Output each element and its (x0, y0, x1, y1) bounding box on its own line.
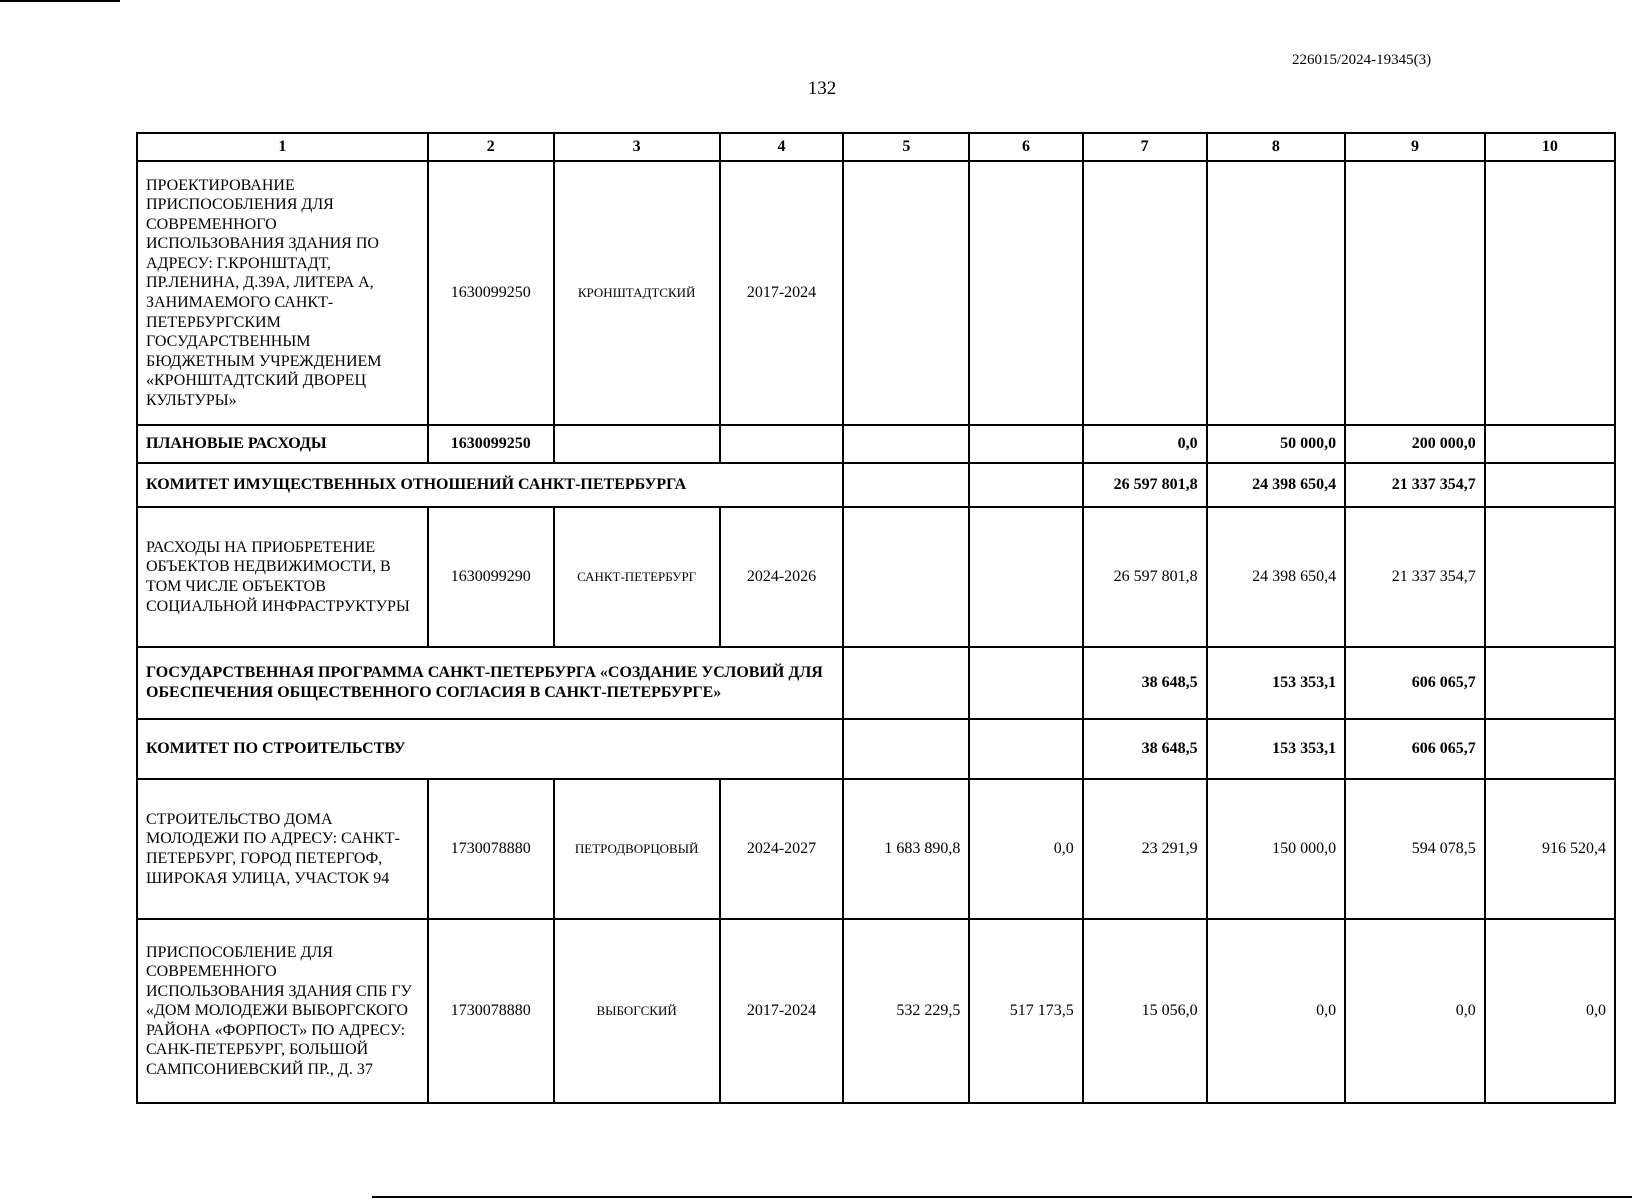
value-cell (1083, 161, 1207, 425)
value-cell: 0,0 (1345, 919, 1485, 1103)
value-cell: 532 229,5 (843, 919, 969, 1103)
value-cell: 26 597 801,8 (1083, 463, 1207, 507)
value-cell (969, 161, 1082, 425)
item-district: САНКТ-ПЕТЕРБУРГ (554, 507, 720, 647)
value-cell: 153 353,1 (1207, 647, 1346, 719)
empty-cell (969, 425, 1082, 463)
column-header: 2 (428, 133, 554, 161)
empty-cell (843, 719, 969, 779)
empty-cell (720, 425, 844, 463)
table-row (137, 719, 1615, 779)
column-header: 5 (843, 133, 969, 161)
item-code: 1730078880 (428, 919, 554, 1103)
item-code: 1630099250 (428, 425, 554, 463)
column-header: 10 (1485, 133, 1615, 161)
item-period: 2024-2027 (720, 779, 844, 919)
value-cell (969, 507, 1082, 647)
section-title: ГОСУДАРСТВЕННАЯ ПРОГРАММА САНКТ-ПЕТЕРБУРГА «СОЗДАНИЕ УСЛОВИЙ ДЛЯ ОБЕСПЕЧЕНИЯ ОБЩЕСТВЕННОГО СОГЛАСИЯ В САНКТ-ПЕТЕРБУРГЕ» (137, 647, 843, 719)
empty-cell (969, 463, 1082, 507)
section-title: КОМИТЕТ ИМУЩЕСТВЕННЫХ ОТНОШЕНИЙ САНКТ-ПЕТЕРБУРГА (137, 463, 843, 507)
value-cell: 15 056,0 (1083, 919, 1207, 1103)
table-row (137, 507, 1615, 647)
document-id: 226015/2024-19345(3) (1292, 52, 1432, 68)
item-period: 2024-2026 (720, 507, 844, 647)
value-cell: 23 291,9 (1083, 779, 1207, 919)
column-header: 1 (137, 133, 428, 161)
value-cell (1485, 161, 1615, 425)
value-cell (1485, 425, 1615, 463)
value-cell: 21 337 354,7 (1345, 463, 1485, 507)
value-cell: 0,0 (1485, 919, 1615, 1103)
empty-cell (843, 647, 969, 719)
item-code: 1730078880 (428, 779, 554, 919)
value-cell (1485, 647, 1615, 719)
item-code: 1630099250 (428, 161, 554, 425)
item-name: РАСХОДЫ НА ПРИОБРЕТЕНИЕ ОБЪЕКТОВ НЕДВИЖИМОСТИ, В ТОМ ЧИСЛЕ ОБЪЕКТОВ СОЦИАЛЬНОЙ ИНФРАСТРУКТУРЫ (137, 507, 428, 647)
value-cell: 0,0 (1083, 425, 1207, 463)
empty-cell (969, 719, 1082, 779)
item-name: ПРОЕКТИРОВАНИЕ ПРИСПОСОБЛЕНИЯ ДЛЯ СОВРЕМЕННОГО ИСПОЛЬЗОВАНИЯ ЗДАНИЯ ПО АДРЕСУ: Г.КРОНШТАДТ, ПР.ЛЕНИНА, Д.39А, ЛИТЕРА А, ЗАНИМАЕМОГО САНКТ-ПЕТЕРБУРГСКИМ ГОСУДАРСТВЕННЫМ БЮДЖЕТНЫМ УЧРЕЖДЕНИЕМ «КРОНШТАДТСКИЙ ДВОРЕЦ КУЛЬТУРЫ» (137, 161, 428, 425)
scan-edge-line (0, 0, 120, 2)
page-number: 132 (807, 78, 837, 99)
table-row (137, 463, 1615, 507)
value-cell: 916 520,4 (1485, 779, 1615, 919)
column-header: 3 (554, 133, 720, 161)
value-cell (1207, 161, 1346, 425)
value-cell: 24 398 650,4 (1207, 507, 1346, 647)
value-cell: 153 353,1 (1207, 719, 1346, 779)
value-cell (1485, 507, 1615, 647)
column-header: 8 (1207, 133, 1346, 161)
table-header-row (137, 133, 1615, 161)
value-cell: 24 398 650,4 (1207, 463, 1346, 507)
value-cell: 200 000,0 (1345, 425, 1485, 463)
value-cell (843, 507, 969, 647)
column-header: 4 (720, 133, 844, 161)
column-header: 9 (1345, 133, 1485, 161)
value-cell: 0,0 (969, 779, 1082, 919)
budget-table (136, 132, 1616, 1104)
table-row (137, 919, 1615, 1103)
value-cell: 38 648,5 (1083, 719, 1207, 779)
value-cell: 606 065,7 (1345, 647, 1485, 719)
value-cell: 517 173,5 (969, 919, 1082, 1103)
item-district: ПЕТРОДВОРЦОВЫЙ (554, 779, 720, 919)
item-district: ВЫБОГСКИЙ (554, 919, 720, 1103)
value-cell: 21 337 354,7 (1345, 507, 1485, 647)
item-name: СТРОИТЕЛЬСТВО ДОМА МОЛОДЕЖИ ПО АДРЕСУ: САНКТ-ПЕТЕРБУРГ, ГОРОД ПЕТЕРГОФ, ШИРОКАЯ УЛИЦА, УЧАСТОК 94 (137, 779, 428, 919)
column-header: 7 (1083, 133, 1207, 161)
table-row (137, 161, 1615, 425)
value-cell: 606 065,7 (1345, 719, 1485, 779)
bottom-rule (372, 1196, 1632, 1198)
item-code: 1630099290 (428, 507, 554, 647)
value-cell (1345, 161, 1485, 425)
item-name: ПЛАНОВЫЕ РАСХОДЫ (137, 425, 428, 463)
value-cell: 38 648,5 (1083, 647, 1207, 719)
table-row (137, 779, 1615, 919)
item-name: ПРИСПОСОБЛЕНИЕ ДЛЯ СОВРЕМЕННОГО ИСПОЛЬЗОВАНИЯ ЗДАНИЯ СПБ ГУ «ДОМ МОЛОДЕЖИ ВЫБОРГСКОГО РАЙОНА «ФОРПОСТ» ПО АДРЕСУ: САНК-ПЕТЕРБУРГ, БОЛЬШОЙ САМПСОНИЕВСКИЙ ПР., Д. 37 (137, 919, 428, 1103)
table-row (137, 425, 1615, 463)
value-cell: 150 000,0 (1207, 779, 1346, 919)
value-cell (1485, 719, 1615, 779)
empty-cell (843, 425, 969, 463)
empty-cell (969, 647, 1082, 719)
value-cell: 50 000,0 (1207, 425, 1346, 463)
value-cell (843, 161, 969, 425)
value-cell: 26 597 801,8 (1083, 507, 1207, 647)
section-title: КОМИТЕТ ПО СТРОИТЕЛЬСТВУ (137, 719, 843, 779)
value-cell: 0,0 (1207, 919, 1346, 1103)
value-cell: 1 683 890,8 (843, 779, 969, 919)
item-period: 2017-2024 (720, 161, 844, 425)
empty-cell (554, 425, 720, 463)
empty-cell (843, 463, 969, 507)
item-period: 2017-2024 (720, 919, 844, 1103)
value-cell (1485, 463, 1615, 507)
table-row (137, 647, 1615, 719)
item-district: КРОНШТАДТСКИЙ (554, 161, 720, 425)
column-header: 6 (969, 133, 1082, 161)
value-cell: 594 078,5 (1345, 779, 1485, 919)
